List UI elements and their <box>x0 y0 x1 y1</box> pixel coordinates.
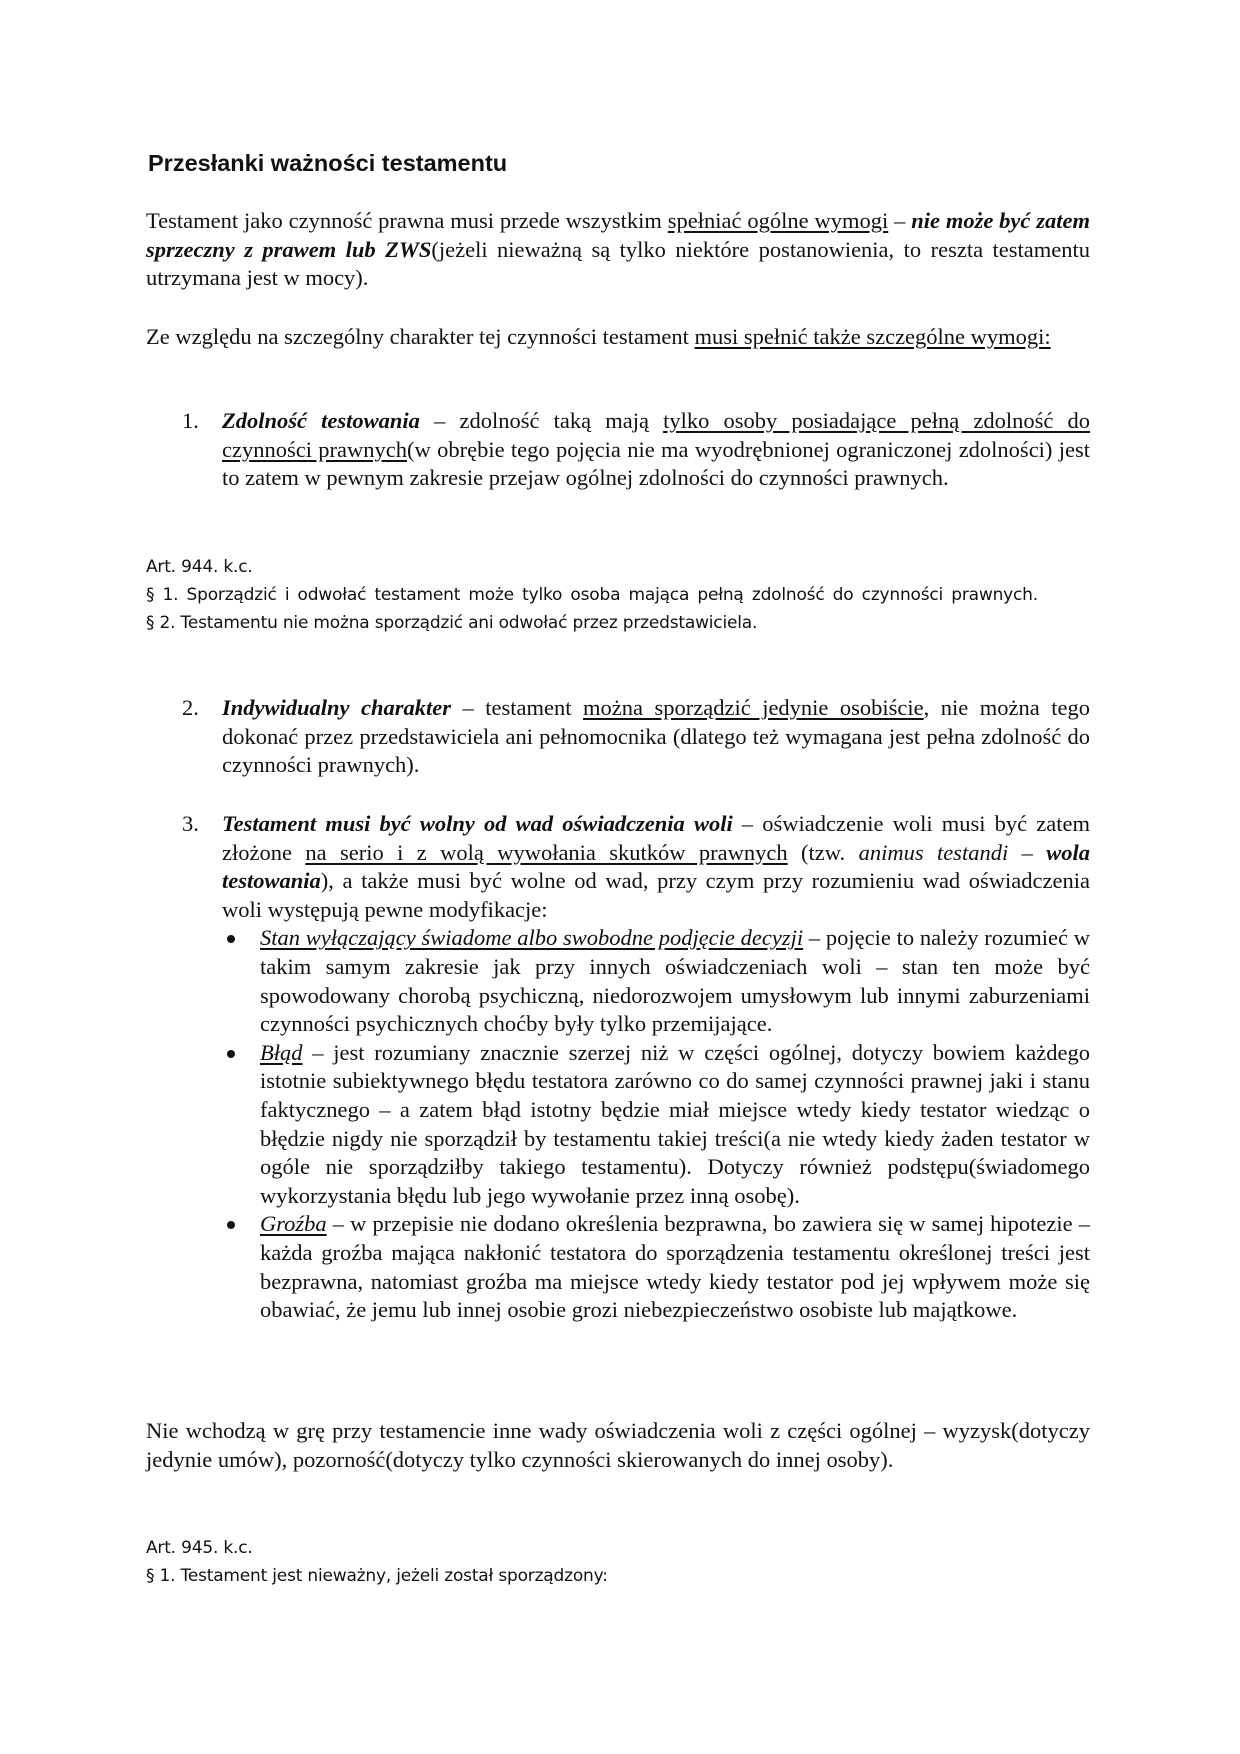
article-header: Art. 945. k.c. <box>146 1538 253 1558</box>
list-item-text: Testament musi być wolny od wad oświadczenia woli – oświadczenie woli musi być zatem złożone na serio i z wolą wywołania skutków prawnych (tzw. animus testandi – wola testowania), a także musi być wolne od wad, przy czym przy rozumieniu wad oświadczenia woli występują pewne modyfikacje: <box>222 811 1090 922</box>
bullet-term: Groźba <box>260 1211 327 1237</box>
latin-term: animus testandi <box>858 839 1009 865</box>
emphasis-phrase: wola testowania <box>222 839 1090 894</box>
list-item-text: Zdolność testowania – zdolność taką mają tylko osoby posiadające pełną zdolność do czynności prawnych(w obrębie tego pojęcia nie ma wyodrębnionej ograniczonej zdolności) jest to zatem w pewnym zakresie przejaw ogólnej zdolności do czynności prawnych. <box>222 408 1090 491</box>
list-number: 3. <box>182 811 199 836</box>
article-945 <box>146 1534 1090 1590</box>
bullet-icon <box>227 1221 235 1229</box>
bullet-list <box>260 924 1090 1324</box>
emphasis-phrase: nie może być zatem sprzeczny z prawem lub ZWS <box>146 208 1090 262</box>
intro-paragraph-1: Testament jako czynność prawna musi przede wszystkim spełniać ogólne wymogi – nie może być zatem sprzeczny z prawem lub ZWS(jeżeli nieważną są tylko niektóre postanowienia, to reszta testamentu utrzymana jest w mocy). <box>146 208 1090 291</box>
article-header: Art. 944. k.c. <box>146 557 253 577</box>
bullet-text: Groźba – w przepisie nie dodano określenia bezprawna, bo zawiera się w samej hipotezie – każda groźba mająca nakłonić testatora do sporządzenia testamentu określonej treści jest bezprawna, natomiast groźba ma miejsce wtedy kiedy testator pod jej wpływem może się obawiać, że jemu lub innej osobie grozi niebezpieczeństwo osobiste lub majątkowe. <box>260 1211 1090 1323</box>
list-number: 1. <box>182 408 199 433</box>
item-heading: Indywidualny charakter <box>222 695 452 720</box>
list-item-1 <box>146 407 1090 493</box>
underlined-phrase: musi spełnić także szczególne wymogi: <box>694 324 1051 349</box>
bullet-item-3 <box>260 1210 1090 1324</box>
item-heading: Testament musi być wolny od wad oświadczenia woli <box>222 811 733 836</box>
underlined-phrase: spełniać ogólne wymogi <box>667 208 889 233</box>
list-item-2 <box>146 694 1090 780</box>
bullet-term: Błąd <box>260 1039 303 1065</box>
bullet-term: Stan wyłączający świadome albo swobodne podjęcie decyzji <box>260 925 804 951</box>
article-section-2: § 2. Testamentu nie można sporządzić ani odwołać przez przedstawiciela. <box>146 613 758 633</box>
page-title: Przesłanki ważności testamentu <box>148 150 508 176</box>
bullet-text: Błąd – jest rozumiany znacznie szerzej niż w części ogólnej, dotyczy bowiem każdego istotnie subiektywnego błędu testatora zarówno co do samej czynności prawnej jaki i stanu faktycznego – a zatem błąd istotny będzie miał miejsce wtedy kiedy testator wiedząc o błędzie nigdy nie sporządził by testamentu takiej treści(a nie wtedy kiedy żaden testator w ogóle nie sporządziłby takiego testamentu). Dotyczy również podstępu(świadomego wykorzystania błędu lub jego wywołanie przez inną osobę). <box>260 1039 1090 1208</box>
intro-paragraph-2: Ze względu na szczególny charakter tej czynności testament musi spełnić także szczególne wymogi: <box>146 324 1051 349</box>
list-item-text: Indywidualny charakter – testament można sporządzić jedynie osobiście, nie można tego dokonać przez przedstawiciela ani pełnomocnika (dlatego też wymagana jest pełna zdolność do czynności prawnych). <box>222 695 1090 778</box>
article-944 <box>146 553 1090 637</box>
bullet-text: Stan wyłączający świadome albo swobodne podjęcie decyzji – pojęcie to należy rozumieć w takim samym zakresie jak przy innych oświadczeniach woli – stan ten może być spowodowany chorobą psychiczną, niedorozwojem umysłowym lub innymi zaburzeniami czynności psychicznych choćby były tylko przemijające. <box>260 925 1090 1037</box>
underlined-phrase: można sporządzić jedynie osobiście <box>583 695 924 720</box>
underlined-phrase: na serio i z wolą wywołania skutków prawnych <box>305 839 788 865</box>
underlined-phrase: tylko osoby posiadające pełną zdolność do czynności prawnych <box>222 408 1090 462</box>
bullet-item-2 <box>260 1039 1090 1211</box>
bullet-item-1 <box>260 924 1090 1038</box>
list-number: 2. <box>182 695 199 720</box>
article-section-1: § 1. Sporządzić i odwołać testament może tylko osoba mająca pełną zdolność do czynności prawnych. <box>146 585 1038 605</box>
article-section-1: § 1. Testament jest nieważny, jeżeli został sporządzony: <box>146 1566 608 1586</box>
bullet-icon <box>227 935 235 943</box>
list-item-3 <box>146 810 1090 1325</box>
closing-paragraph: Nie wchodzą w grę przy testamencie inne wady oświadczenia woli z części ogólnej – wyzysk(dotyczy jedynie umów), pozorność(dotyczy tylko czynności skierowanych do innej osoby). <box>146 1418 1090 1472</box>
bullet-icon <box>227 1050 235 1058</box>
item-heading: Zdolność testowania <box>222 408 420 433</box>
